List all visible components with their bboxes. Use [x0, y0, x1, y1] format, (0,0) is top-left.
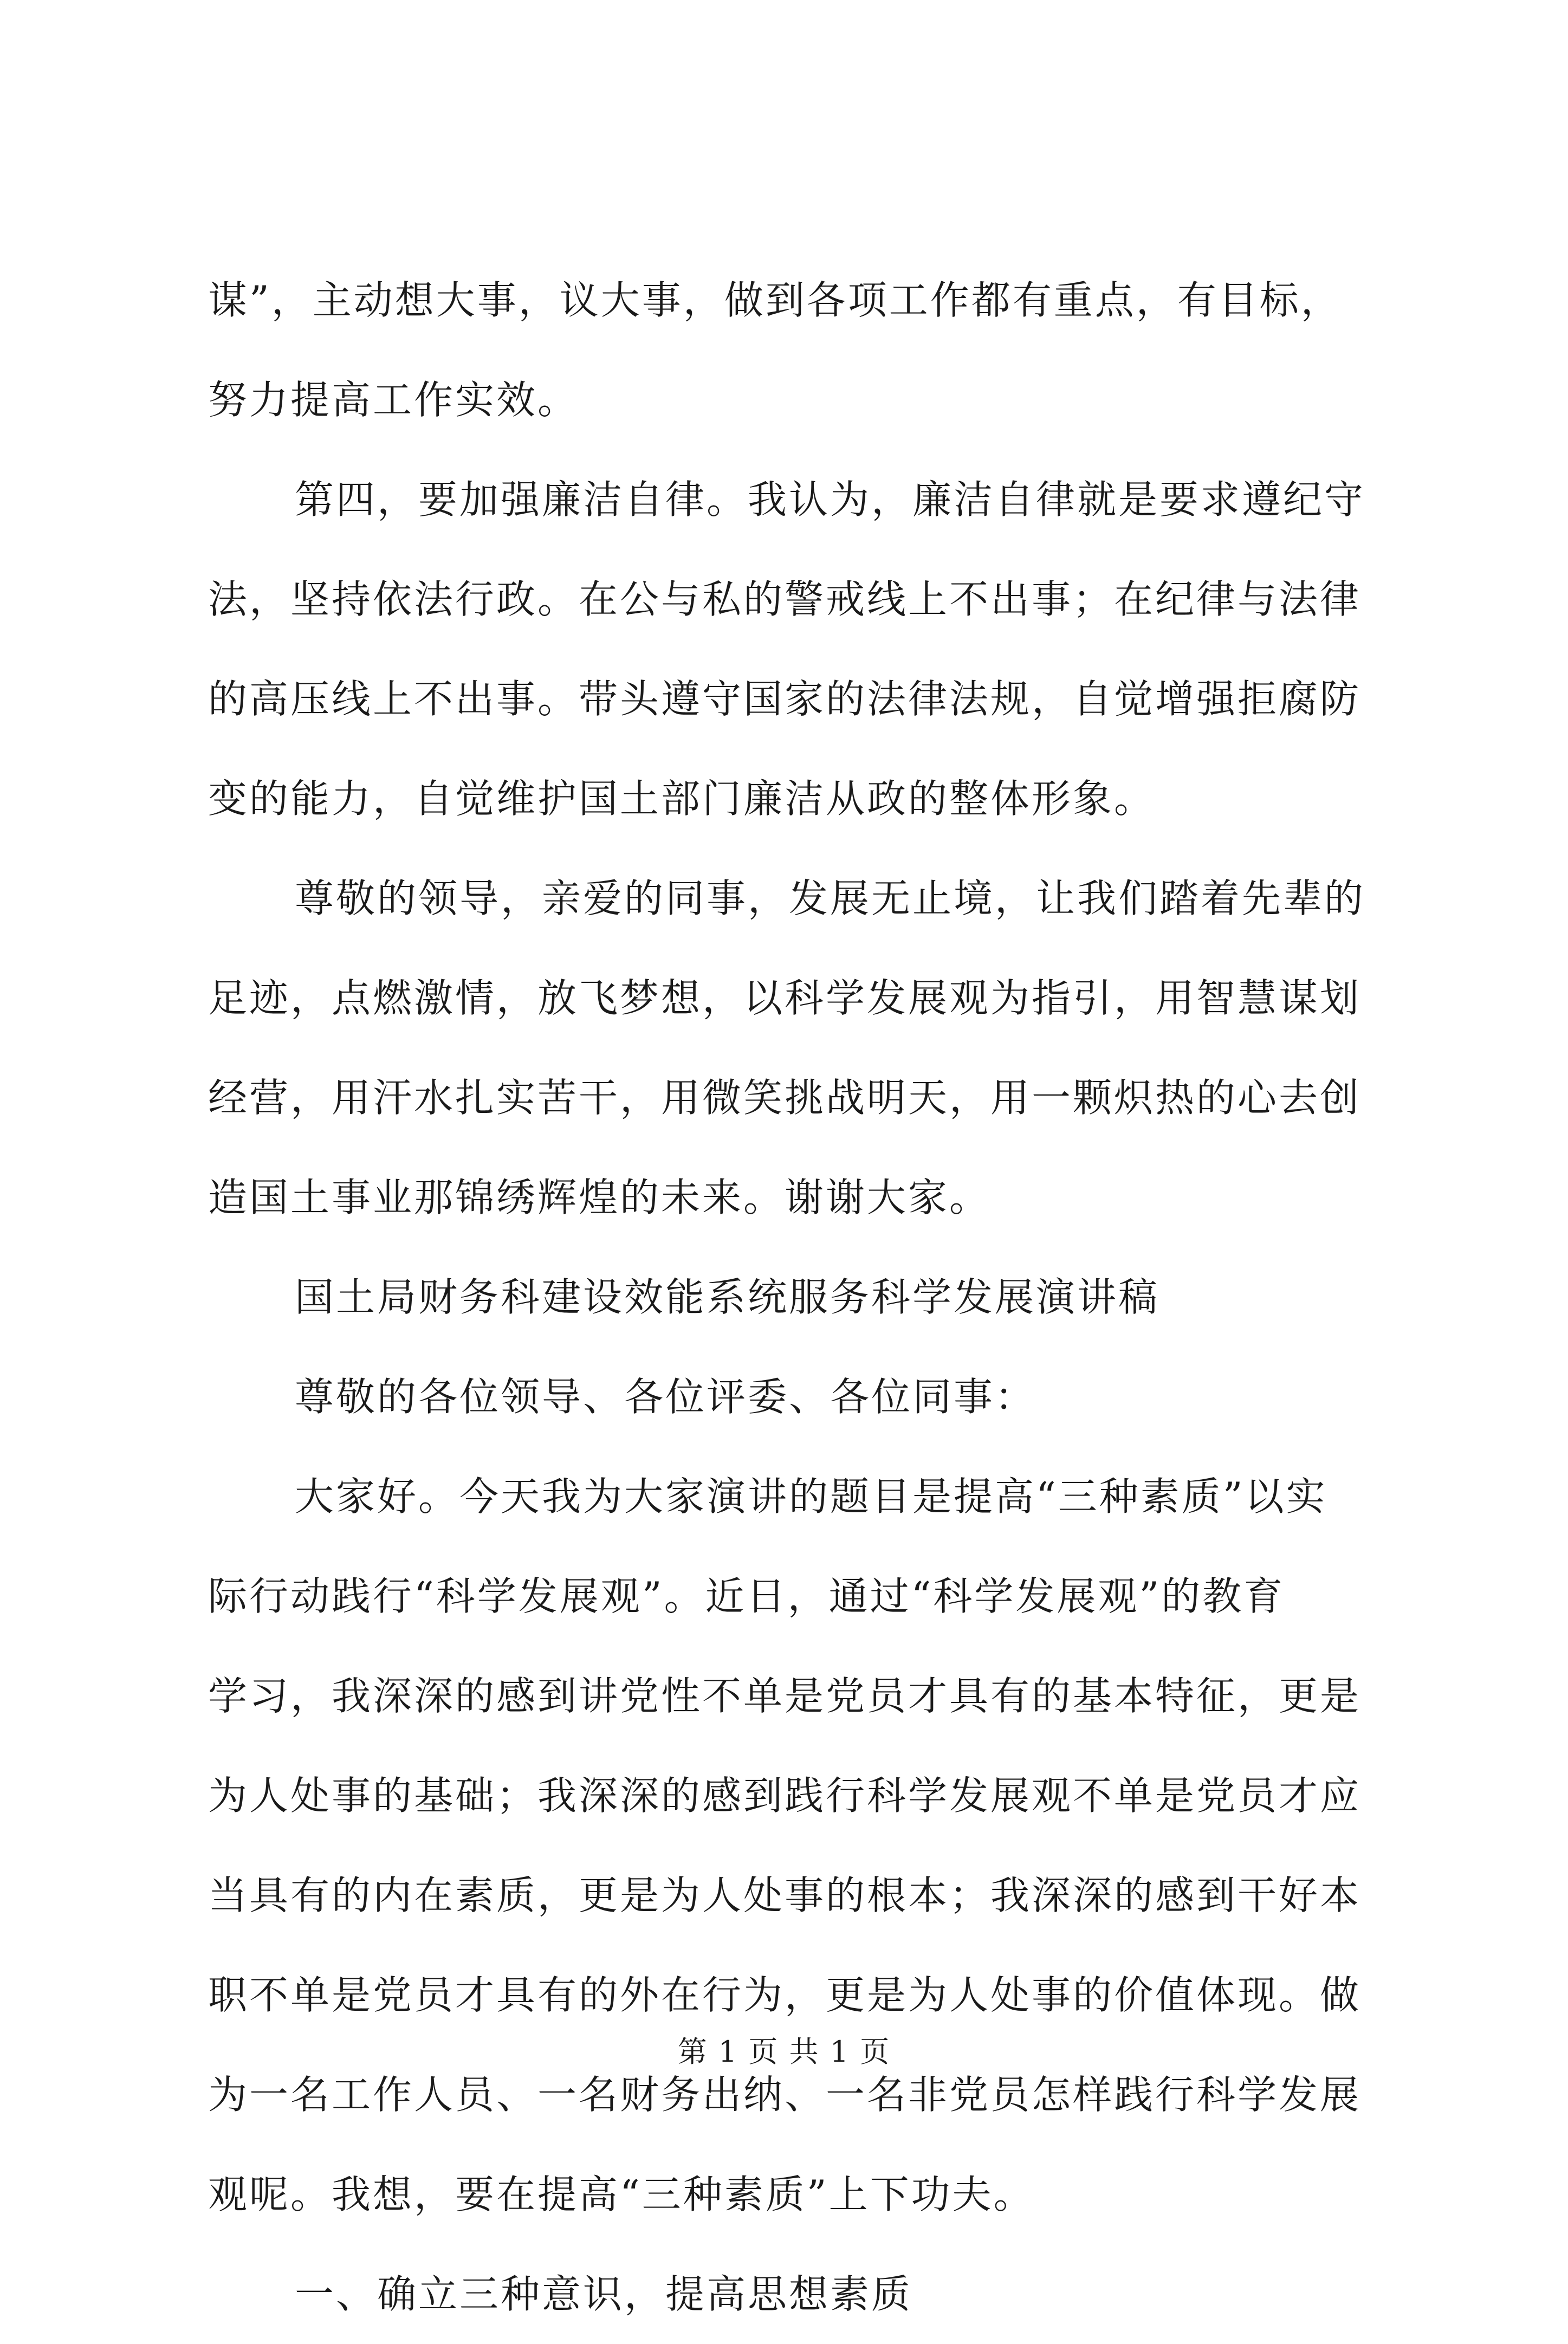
paragraph-start-line: 尊敬的领导，亲爱的同事，发展无止境，让我们踏着先辈的 — [295, 876, 1366, 921]
text-line: 法，坚持依法行政。在公与私的警戒线上不出事；在纪律与法律 — [208, 577, 1362, 622]
text-line: 为一名工作人员、一名财务出纳、一名非党员怎样践行科学发展 — [208, 2072, 1362, 2118]
page-footer — [0, 2033, 1568, 2071]
paragraph-start-line: 第四，要加强廉洁自律。我认为，廉洁自律就是要求遵纪守 — [295, 477, 1366, 522]
page-number-label: 第 1 页 共 1 页 — [677, 2035, 891, 2069]
text-line: 当具有的内在素质，更是为人处事的根本；我深深的感到干好本 — [208, 1873, 1362, 1918]
salutation: 尊敬的各位领导、各位评委、各位同事： — [295, 1374, 1036, 1420]
text-line: 足迹，点燃激情，放飞梦想，以科学发展观为指引，用智慧谋划 — [208, 975, 1362, 1021]
text-line: 为人处事的基础；我深深的感到践行科学发展观不单是党员才应 — [208, 1773, 1362, 1818]
text-line: 经营，用汗水扎实苦干，用微笑挑战明天，用一颗炽热的心去创 — [208, 1075, 1362, 1121]
paragraph-start-line: 大家好。今天我为大家演讲的题目是提高“三种素质”以实 — [295, 1474, 1327, 1519]
speech-title: 国土局财务科建设效能系统服务科学发展演讲稿 — [295, 1274, 1160, 1320]
text-line: 变的能力，自觉维护国土部门廉洁从政的整体形象。 — [208, 776, 1156, 821]
text-line: 谋”，主动想大事，议大事，做到各项工作都有重点，有目标， — [208, 277, 1342, 323]
text-line: 的高压线上不出事。带头遵守国家的法律法规，自觉增强拒腐防 — [208, 676, 1362, 722]
section-heading: 一、确立三种意识，提高思想素质 — [295, 2271, 913, 2317]
text-line: 学习，我深深的感到讲党性不单是党员才具有的基本特征，更是 — [208, 1673, 1362, 1719]
text-line: 际行动践行“科学发展观”。近日，通过“科学发展观”的教育 — [208, 1574, 1285, 1619]
document-body — [208, 250, 1368, 2344]
text-line: 努力提高工作实效。 — [208, 377, 579, 423]
text-line: 造国土事业那锦绣辉煌的未来。谢谢大家。 — [208, 1175, 991, 1220]
text-line: 观呢。我想，要在提高“三种素质”上下功夫。 — [208, 2172, 1035, 2217]
text-line: 职不单是党员才具有的外在行为，更是为人处事的价值体现。做 — [208, 1972, 1362, 2018]
